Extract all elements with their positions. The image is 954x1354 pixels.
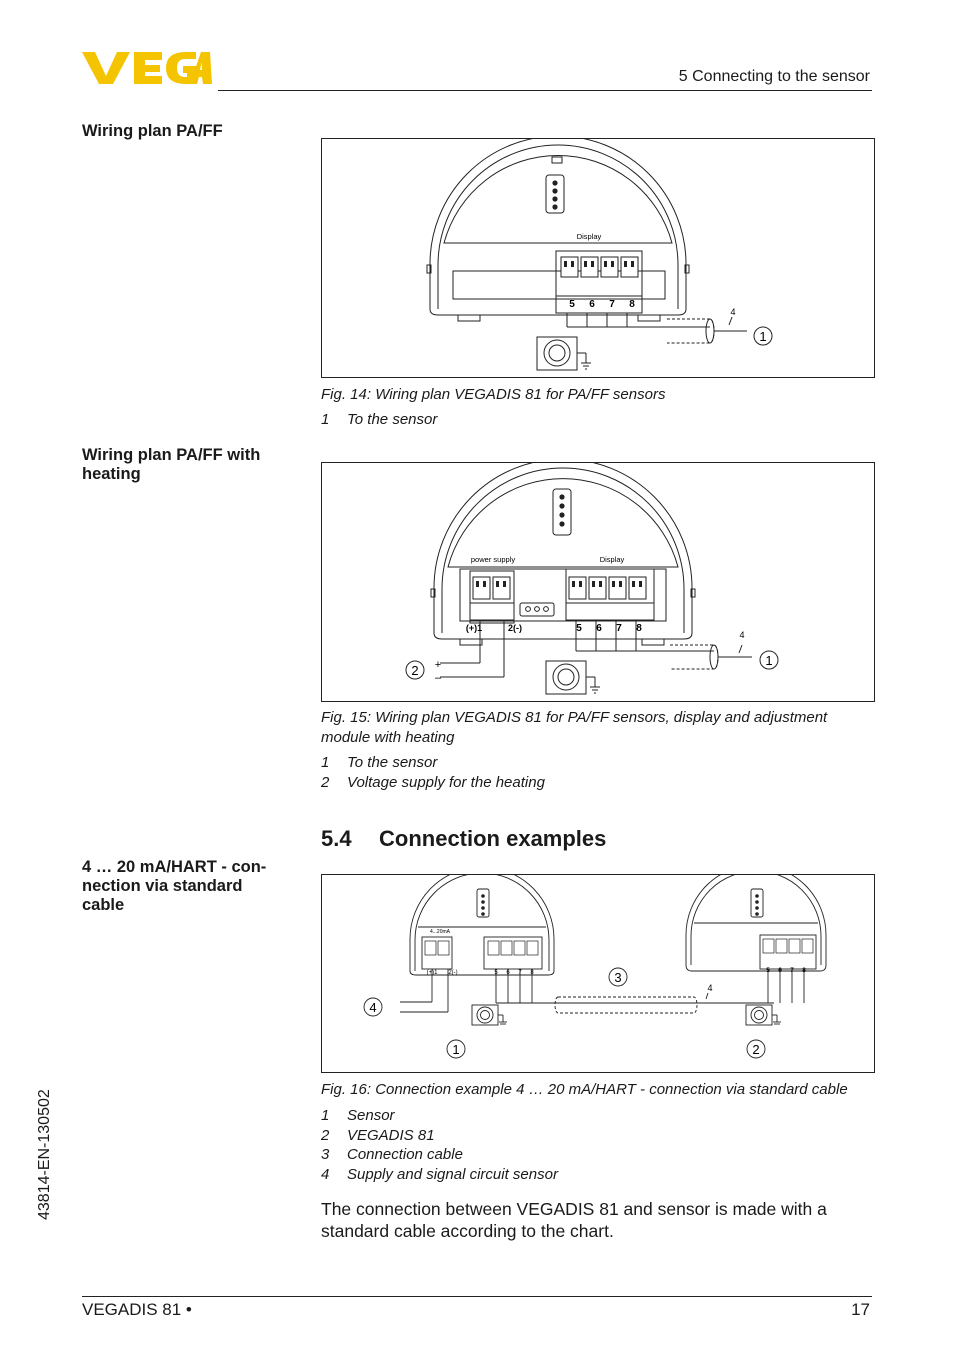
display-label: Display [599, 555, 625, 564]
plus-sign: + [434, 659, 442, 671]
sensor-terminal-6: 6 [506, 970, 510, 976]
side-label-hart-connection: 4 … 20 mA/HART - con- nection via standard cable [82, 858, 267, 914]
wiring-diagram-pa-ff [322, 139, 874, 377]
footer-rule [82, 1296, 872, 1297]
sensor-terminal-5: 5 [494, 970, 498, 976]
figure-16-legend [321, 1106, 558, 1184]
document-id: 43814-EN-130502 [36, 1089, 53, 1220]
legend-item: 2 VEGADIS 81 [321, 1126, 435, 1144]
vega-logo [82, 50, 212, 86]
terminal-6: 6 [596, 623, 602, 634]
power-supply-label: power supply [470, 555, 516, 564]
callout-2: 2 [752, 1042, 760, 1057]
figure-15-caption: Fig. 15: Wiring plan VEGADIS 81 for PA/FF sensors, display and adjustment module with heating [321, 709, 828, 746]
terminal-minus-2: 2(-) [508, 623, 522, 633]
terminal-7: 7 [609, 299, 615, 310]
side-label-wiring-heating: Wiring plan PA/FF with heating [82, 446, 261, 483]
sensor-terminal-8: 8 [530, 970, 534, 976]
cable-label: 4 [739, 630, 745, 640]
figure-16-caption: Fig. 16: Connection example 4 … 20 mA/HART - connection via standard cable [321, 1081, 848, 1098]
callout-3: 3 [614, 970, 622, 985]
display-terminal-5: 5 [766, 967, 770, 974]
legend-item: 2 Voltage supply for the heating [321, 773, 545, 791]
wiring-diagram-heating [322, 463, 874, 701]
legend-item: 1 To the sensor [321, 411, 438, 428]
terminal-6: 6 [589, 299, 595, 310]
legend-item: 1 Sensor [321, 1107, 395, 1124]
figure-14 [321, 138, 875, 378]
figure-16 [321, 874, 875, 1073]
legend-item: 3 Connection cable [321, 1146, 463, 1163]
legend-item: 1 To the sensor [321, 754, 438, 771]
terminal-8: 8 [636, 623, 642, 634]
figure-14-caption: Fig. 14: Wiring plan VEGADIS 81 for PA/FF sensors [321, 386, 666, 403]
display-terminal-6: 6 [778, 967, 782, 974]
running-header: 5 Connecting to the sensor [678, 68, 870, 85]
footer-product: VEGADIS 81 • [82, 1300, 192, 1319]
connection-example-diagram [322, 875, 874, 1072]
figure-14-legend [321, 410, 437, 430]
callout-1: 1 [759, 329, 767, 344]
section-heading: 5.4 Connection examples [321, 826, 607, 851]
page-number: 17 [851, 1300, 870, 1319]
legend-item: 4 Supply and signal circuit sensor [321, 1165, 558, 1183]
minus-sign: – [434, 672, 442, 684]
callout-2: 2 [411, 663, 419, 678]
figure-15 [321, 462, 875, 702]
terminal-5: 5 [569, 299, 575, 310]
cable-label: 4 [730, 307, 736, 317]
figure-15-legend [321, 753, 545, 792]
display-terminal-8: 8 [802, 967, 806, 974]
callout-4: 4 [369, 1000, 377, 1015]
terminal-plus-1: (+)1 [426, 970, 438, 976]
sensor-terminal-7: 7 [518, 970, 522, 976]
terminal-7: 7 [616, 623, 622, 634]
terminal-plus-1: (+)1 [465, 623, 483, 633]
cable-label: 4 [707, 983, 713, 993]
body-paragraph: The connection between VEGADIS 81 and sensor is made with a standard cable according to the chart. [321, 1199, 827, 1241]
terminal-8: 8 [629, 299, 635, 310]
display-terminal-7: 7 [790, 967, 794, 974]
callout-1: 1 [765, 653, 773, 668]
callout-1: 1 [452, 1042, 460, 1057]
terminal-minus-2: 2(-) [448, 970, 458, 976]
terminal-5: 5 [576, 623, 582, 634]
header-rule [218, 90, 872, 91]
ma-label: 4...20mA [429, 929, 451, 935]
side-label-wiring-pa-ff: Wiring plan PA/FF [82, 122, 223, 140]
display-label: Display [576, 232, 602, 241]
